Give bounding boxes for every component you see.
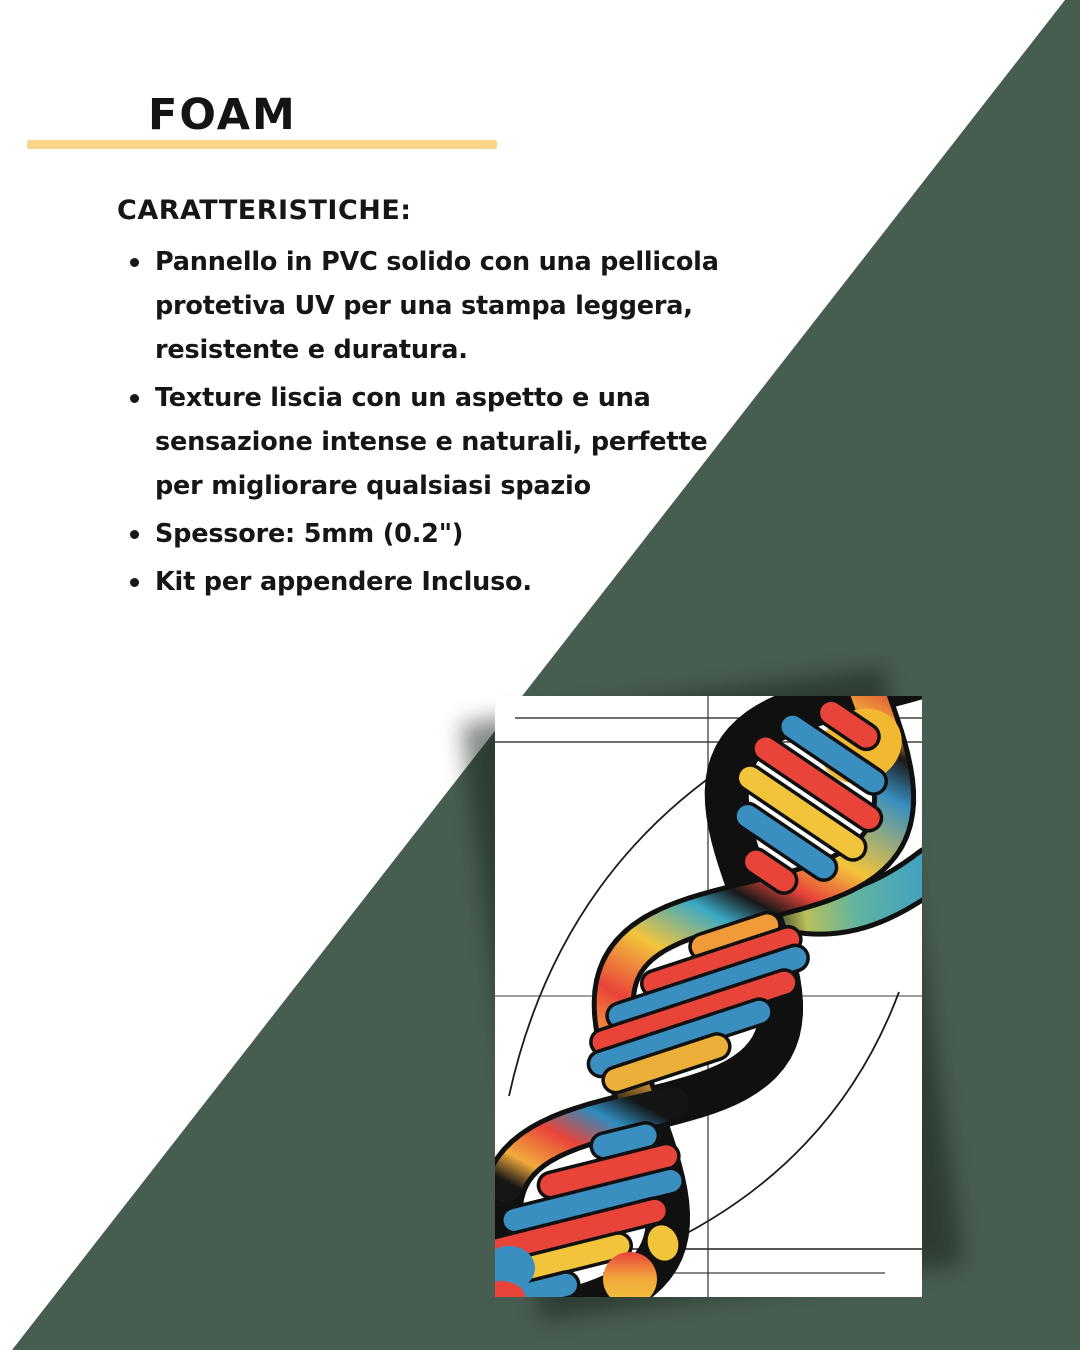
features-section <box>117 194 737 608</box>
feature-item: Kit per appendere Incluso. <box>155 560 721 604</box>
dna-helix-artwork <box>495 696 922 1297</box>
poster-image <box>495 696 922 1297</box>
features-list <box>117 240 721 604</box>
feature-item: Pannello in PVC solido con una pellicola protetiva UV per una stampa leggera, resistente e duratura. <box>155 240 721 372</box>
page-title: FOAM <box>148 90 297 140</box>
feature-item: Texture liscia con un aspetto e una sensazione intense e naturali, perfette per migliorare qualsiasi spazio <box>155 376 721 508</box>
title-underline <box>27 140 497 149</box>
features-heading: CARATTERISTICHE: <box>117 195 412 226</box>
product-poster <box>495 696 922 1297</box>
feature-item: Spessore: 5mm (0.2") <box>155 512 721 556</box>
